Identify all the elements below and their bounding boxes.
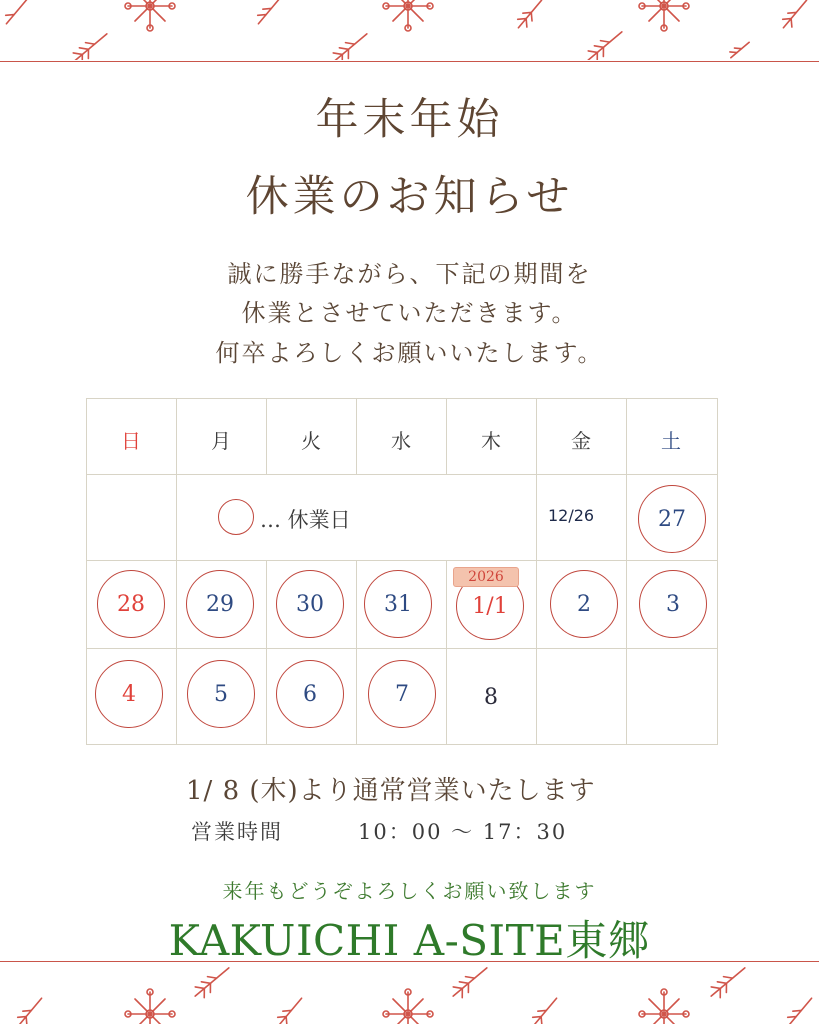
notice-title-line1: 年末年始 <box>315 95 504 145</box>
legend-holiday-label: … 休業日 <box>260 508 351 532</box>
snowflake-border-top <box>0 0 819 60</box>
weekday-wed: 水 <box>391 429 411 453</box>
day-29: 29 <box>186 570 254 638</box>
top-divider <box>0 61 819 62</box>
snowflake-border-bottom <box>0 964 819 1024</box>
weekday-mon: 月 <box>211 429 231 453</box>
day-31: 31 <box>364 570 432 638</box>
business-hours-label: 営業時間 <box>191 820 283 844</box>
day-1-1: 1/1 <box>456 572 524 640</box>
calendar-cell <box>536 648 627 745</box>
date-label-12-26: 12/26 <box>548 506 595 525</box>
notice-title-line2: 休業のお知らせ <box>245 172 574 222</box>
closing-greeting: 来年もどうぞよろしくお願い致します <box>222 879 597 903</box>
weekday-sun: 日 <box>121 429 141 453</box>
legend-circle-icon <box>218 499 254 535</box>
day-7: 7 <box>368 660 436 728</box>
day-28: 28 <box>97 570 165 638</box>
day-27: 27 <box>638 485 706 553</box>
shop-name: KAKUICHI A-SITE東郷 <box>168 916 651 965</box>
calendar-cell <box>626 648 718 745</box>
business-hours-value: 10：00 〜 17：30 <box>358 820 568 844</box>
message-line-1: 誠に勝手ながら、下記の期間を <box>227 260 592 288</box>
message-line-2: 休業とさせていただきます。 <box>241 299 578 327</box>
calendar-cell <box>86 474 177 561</box>
day-30: 30 <box>276 570 344 638</box>
year-2026-tag: 2026 <box>453 567 519 587</box>
day-4: 4 <box>95 660 163 728</box>
day-3: 3 <box>639 570 707 638</box>
weekday-sat: 土 <box>661 429 681 453</box>
resume-notice: 1/ 8 (木)より通常営業いたします <box>186 776 596 806</box>
day-6: 6 <box>276 660 344 728</box>
day-8: 8 <box>484 684 498 710</box>
day-2: 2 <box>550 570 618 638</box>
holiday-calendar <box>86 398 718 745</box>
weekday-fri: 金 <box>571 429 591 453</box>
day-5: 5 <box>187 660 255 728</box>
weekday-thu: 木 <box>481 429 501 453</box>
message-line-3: 何卒よろしくお願いいたします。 <box>215 339 604 367</box>
weekday-tue: 火 <box>301 429 321 453</box>
